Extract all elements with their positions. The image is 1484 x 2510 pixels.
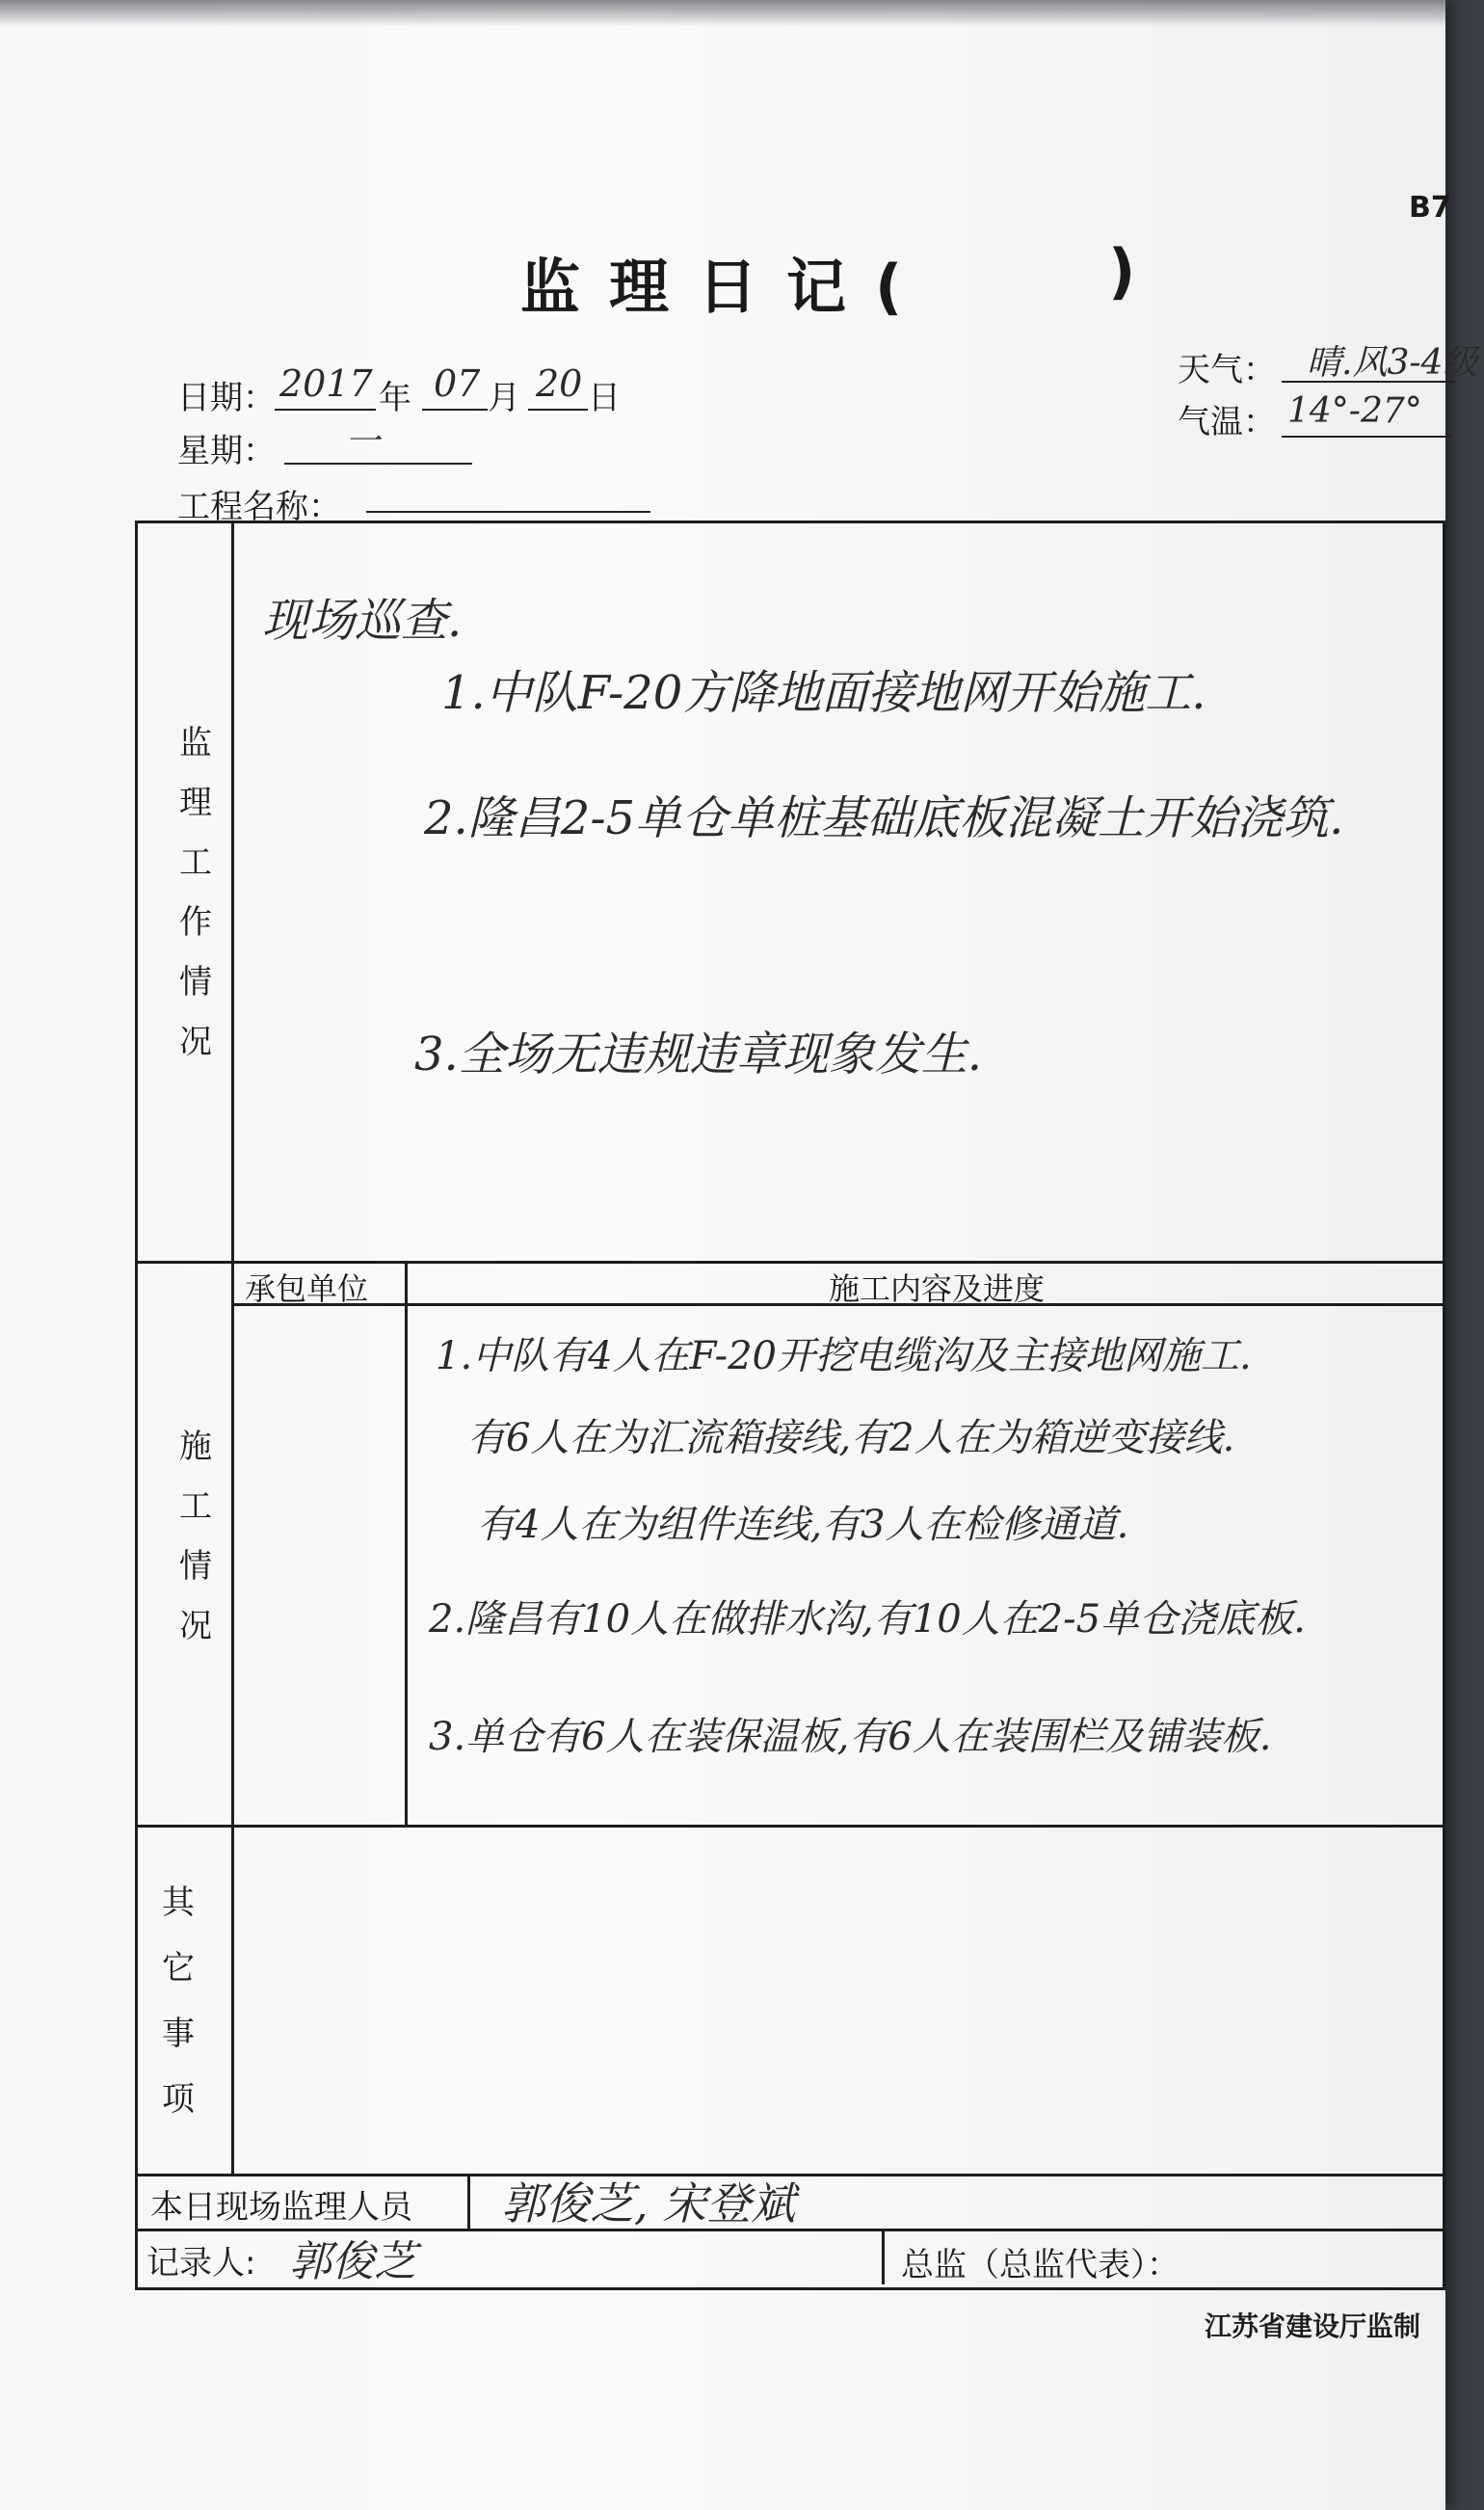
weekday-value: 一 xyxy=(345,422,381,462)
project-name-underline xyxy=(366,511,650,513)
staff-label: 本日现场监理人员 xyxy=(150,2188,412,2227)
staff-names: 郭俊芝, 宋登斌 xyxy=(501,2177,796,2230)
temperature-underline xyxy=(1282,436,1451,438)
temperature-label: 气温： xyxy=(1178,403,1276,441)
weather-value: 晴.风3-4级 xyxy=(1307,343,1478,383)
contractor-column-divider xyxy=(405,1261,408,1825)
date-year-underline xyxy=(275,409,376,411)
date-label: 日期： xyxy=(177,379,276,417)
construction-line: 1.中队有4人在F-20开挖电缆沟及主接地网施工. xyxy=(436,1334,1252,1378)
construction-line: 2.隆昌有10人在做排水沟,有10人在2-5单仓浇底板. xyxy=(429,1597,1306,1642)
construction-line: 有6人在为汇流箱接线,有2人在为箱逆变接线. xyxy=(467,1416,1235,1460)
construction-line: 有4人在为组件连线,有3人在检修通道. xyxy=(477,1503,1129,1547)
project-name-label: 工程名称： xyxy=(177,488,341,526)
label-column-divider xyxy=(231,521,234,2176)
construction-section-label: 施 工 情 况 xyxy=(179,1428,212,1645)
construction-section-top-border xyxy=(135,1261,1443,1264)
page-title: 监理日记( xyxy=(520,252,932,322)
weather-label: 天气： xyxy=(1178,351,1276,389)
date-month-char: 月 xyxy=(488,379,520,417)
staff-row-divider xyxy=(467,2174,470,2229)
other-section-top-border xyxy=(135,1825,1443,1828)
recorder-row-divider xyxy=(882,2229,885,2284)
col-contractor-header: 承包单位 xyxy=(245,1270,369,1307)
date-year: 2017 xyxy=(279,362,373,405)
supervision-item: 1.中队F-20方降地面接地网开始施工. xyxy=(441,666,1206,720)
form-code: B7 xyxy=(1409,191,1451,225)
supervision-heading: 现场巡查. xyxy=(262,594,463,648)
chief-supervisor-label: 总监（总监代表）： xyxy=(901,2246,1179,2284)
date-day-underline xyxy=(528,409,588,411)
date-day-char: 日 xyxy=(588,379,621,417)
issuer-text: 江苏省建设厅监制 xyxy=(1205,2310,1421,2342)
construction-line: 3.单仓有6人在装保温板,有6人在装围栏及铺装板. xyxy=(429,1715,1272,1759)
weather-underline xyxy=(1282,381,1455,383)
recorder-name: 郭俊芝 xyxy=(289,2237,416,2286)
col-content-header: 施工内容及进度 xyxy=(829,1270,1046,1307)
supervision-section-label: 监 理 工 作 情 况 xyxy=(179,724,212,1061)
supervision-item: 2.隆昌2-5单仓单桩基础底板混凝土开始浇筑. xyxy=(424,791,1344,845)
recorder-label: 记录人: xyxy=(146,2244,256,2283)
date-month-underline xyxy=(422,409,488,411)
temperature-value: 14°-27° xyxy=(1287,391,1422,431)
page-shadow xyxy=(0,0,1445,27)
supervision-item: 3.全场无违规违章现象发生. xyxy=(414,1028,983,1081)
weekday-underline xyxy=(284,463,472,465)
date-year-char: 年 xyxy=(379,379,411,417)
title-close-paren: ) xyxy=(1108,236,1136,307)
date-day: 20 xyxy=(536,362,583,405)
other-section-label: 其 它 事 项 xyxy=(162,1883,195,2119)
date-month: 07 xyxy=(434,362,481,405)
weekday-label: 星期： xyxy=(177,432,276,470)
